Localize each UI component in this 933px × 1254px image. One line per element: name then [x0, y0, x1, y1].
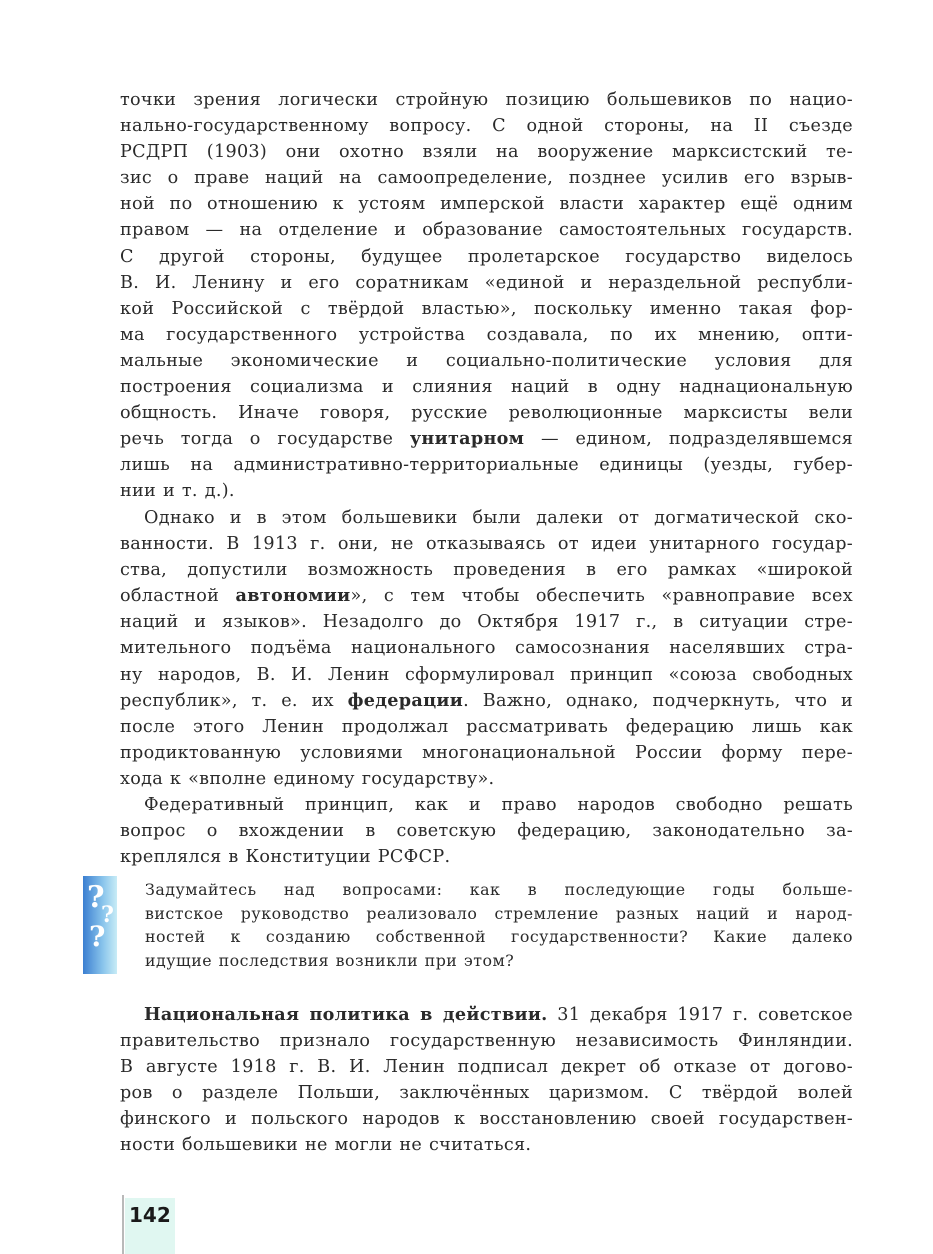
text-line: [120, 740, 853, 766]
text-line: [120, 557, 853, 583]
text-span: областной: [120, 586, 236, 607]
text-line: [120, 452, 853, 478]
text-span: после этого Ленин продолжал рассматривать федерацию лишь как: [120, 716, 853, 737]
text-span: общность. Иначе говоря, русские революционные марксисты вели: [120, 403, 853, 424]
text-line: [120, 478, 853, 504]
text-span: нально-государственному вопросу. С одной стороны, на II съезде: [120, 116, 853, 137]
text-span: — едином, подразделявшемся: [524, 429, 853, 450]
text-span: креплялся в Конституции РСФСР.: [120, 847, 451, 868]
text-span: республик», т. е. их: [120, 690, 348, 711]
text-span: ностей к созданию собственной государственности? Какие далеко: [145, 927, 853, 946]
text-span: вопрос о вхождении в советскую федерацию, законодательно за-: [120, 821, 853, 842]
text-line: [120, 714, 853, 740]
bold-term: Национальная политика в действии.: [144, 1004, 548, 1025]
page-number: 142: [129, 1203, 171, 1227]
text-span: . Важно, однако, подчеркнуть, что и: [463, 690, 854, 711]
text-span: идущие последствия возникли при этом?: [145, 950, 515, 970]
text-span: лишь на административно-территориальные единицы (уезды, губер-: [120, 455, 853, 476]
paragraph-national-policy: [120, 1002, 853, 1159]
paragraph-autonomy-federation: [120, 505, 853, 792]
text-line: [120, 844, 853, 870]
text-line: [145, 902, 853, 926]
text-span: финского и польского народов к восстановлению своей государствен-: [120, 1109, 853, 1130]
text-line: [120, 1002, 853, 1028]
text-line: [120, 348, 853, 374]
text-span: РСДРП (1903) они охотно взяли на вооружение марксистский те-: [120, 142, 853, 163]
text-span: нии и т. д.).: [120, 481, 235, 502]
text-span: ности большевики не могли не считаться.: [120, 1135, 532, 1156]
text-span: точки зрения логически стройную позицию большевиков по нацио-: [120, 90, 853, 110]
text-line: [120, 766, 853, 792]
text-line: [120, 505, 853, 531]
text-line: [120, 191, 853, 217]
text-line: [120, 1054, 853, 1080]
text-line: [120, 113, 853, 139]
text-span: ванности. В 1913 г. они, не отказываясь от идеи унитарного государ-: [120, 534, 853, 555]
text-line: [120, 1106, 853, 1132]
text-span: мальные экономические и социально-политические условия для: [120, 350, 853, 371]
text-line: [120, 792, 853, 818]
text-line: [120, 1080, 853, 1106]
text-line: [145, 925, 853, 949]
text-span: Задумайтесь над вопросами: как в последующие годы больше-: [145, 880, 853, 899]
text-line: [120, 818, 853, 844]
bold-term: унитарном: [409, 428, 525, 450]
text-span: наций и языков». Незадолго до Октября 1917 г., в ситуации стре-: [120, 612, 853, 633]
text-line: [120, 270, 853, 296]
text-line: [120, 322, 853, 348]
text-line: [120, 244, 853, 270]
paragraph-federative-principle: [120, 792, 853, 870]
text-line: [120, 531, 853, 557]
text-span: ну народов, В. И. Ленин сформулировал принцип «союза свободных: [120, 664, 853, 685]
text-span: ров о разделе Польши, заключённых царизмом. С твёрдой волей: [120, 1083, 853, 1104]
text-line: [120, 583, 853, 609]
text-line: [145, 949, 853, 973]
text-line: [120, 139, 853, 165]
text-line: [120, 635, 853, 661]
text-span: построения социализма и слияния наций в одну наднациональную: [120, 377, 853, 398]
text-span: продиктованную условиями многонациональной России форму пере-: [120, 742, 853, 763]
page-margin-rule: [122, 1195, 124, 1254]
text-line: [120, 165, 853, 191]
text-span: В. И. Ленину и его соратникам «единой и нераздельной республи-: [120, 272, 853, 293]
text-span: зис о праве наций на самоопределение, позднее усилив его взрыв-: [120, 168, 853, 189]
text-span: », с тем чтобы обеспечить «равноправие всех: [350, 586, 853, 607]
text-span: правительство признало государственную независимость Финляндии.: [120, 1031, 853, 1052]
text-span: Федеративный принцип, как и право народов свободно решать: [144, 795, 853, 815]
text-line: [145, 878, 853, 902]
text-span: ма государственного устройства создавала, по их мнению, опти-: [120, 324, 853, 345]
text-span: хода к «вполне единому государству».: [120, 768, 495, 789]
text-span: ства, допустили возможность проведения в его рамках «широкой: [120, 560, 853, 581]
text-line: [120, 609, 853, 635]
text-span: правом — на отделение и образование самостоятельных государств.: [120, 220, 853, 241]
bold-term: автономии: [235, 585, 351, 607]
text-line: [120, 374, 853, 400]
text-line: [120, 1132, 853, 1158]
text-line: [120, 688, 853, 714]
text-span: 31 декабря 1917 г. советское: [547, 1005, 854, 1025]
text-span: вистское руководство реализовало стремление разных наций и народ-: [145, 903, 853, 923]
text-line: [120, 1028, 853, 1054]
text-span: С другой стороны, будущее пролетарское государство виделось: [120, 246, 853, 267]
text-line: [120, 426, 853, 452]
question-marks-icon: ? ? ?: [83, 876, 117, 974]
text-span: ной по отношению к устоям имперской власти характер ещё одним: [120, 194, 853, 215]
question-box-text: [145, 878, 853, 972]
bold-term: федерации: [347, 689, 464, 711]
text-span: кой Российской с твёрдой властью», поскольку именно такая фор-: [120, 298, 853, 319]
text-line: [120, 87, 853, 113]
text-span: речь тогда о государстве: [120, 429, 410, 450]
text-span: Однако и в этом большевики были далеки от догматической ско-: [144, 508, 853, 528]
text-line: [120, 217, 853, 243]
text-line: [120, 296, 853, 322]
text-span: В августе 1918 г. В. И. Ленин подписал декрет об отказе от догово-: [120, 1057, 853, 1078]
text-line: [120, 662, 853, 688]
paragraph-unitary-state: [120, 87, 853, 505]
text-span: мительного подъёма национального самосознания населявших стра-: [120, 638, 853, 659]
text-line: [120, 400, 853, 426]
